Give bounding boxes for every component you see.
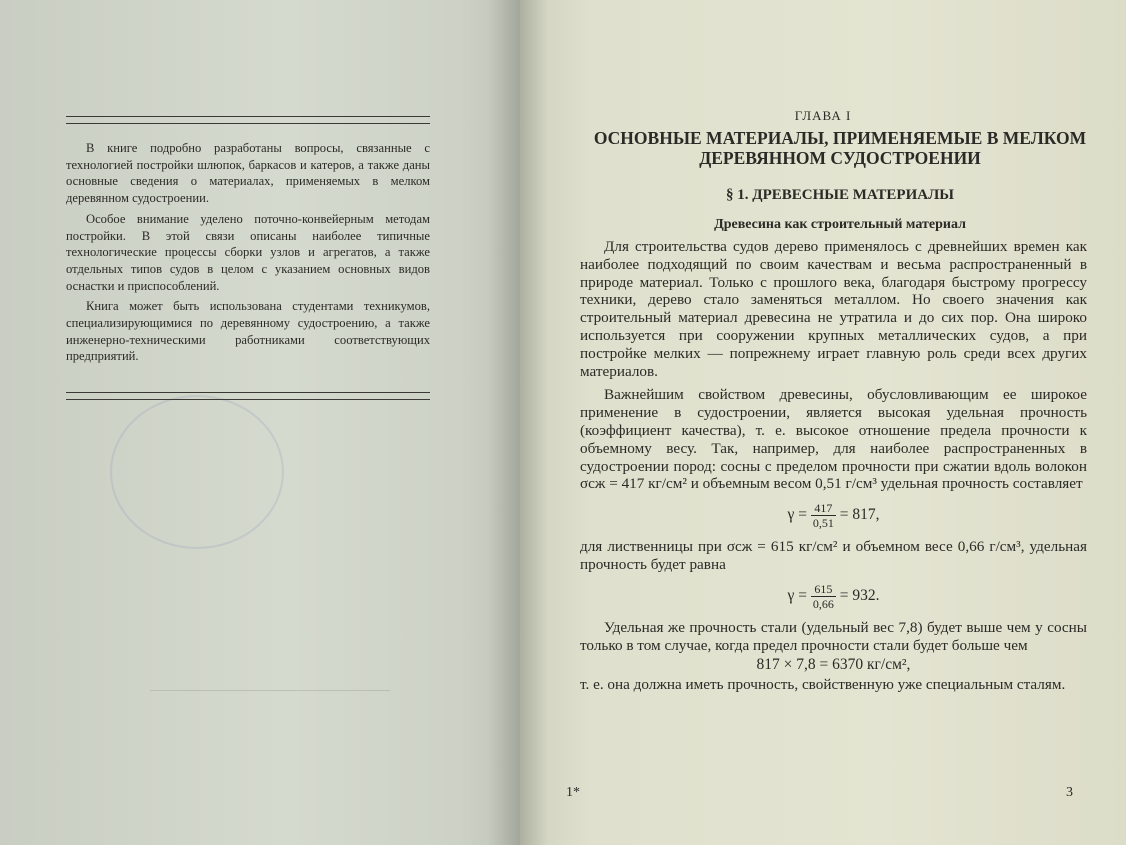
annotation-paragraph-2: Особое внимание уделено поточно-конвейерным методам постройки. В этой связи описаны наиболее типичные технологические процессы сборки узлов и агрегатов, а также отдельных типов судов в целом с указанием основных видов оснастки и приспособлений. <box>66 211 430 293</box>
equation-pine-rhs: = 817, <box>839 506 880 524</box>
equation-larch-lhs: γ = <box>787 586 807 604</box>
book-annotation <box>66 140 430 369</box>
body-paragraph-5: т. е. она должна иметь прочность, свойственную уже специальным сталям. <box>580 676 1066 694</box>
annotation-paragraph-3: Книга может быть использована студентами техникумов, специализирующимися по деревянному судостроению, а также инженерно-техническими работниками соответствующих предприятий. <box>66 299 430 364</box>
equation-larch-denominator: 0,66 <box>812 596 834 611</box>
body-text <box>580 238 1087 694</box>
equation-pine-fraction <box>811 501 836 530</box>
equation-steel: 817 × 7,8 = 6370 кг/см², <box>756 656 911 674</box>
faded-library-stamp <box>110 395 284 549</box>
annotation-bottom-rule <box>66 392 430 400</box>
body-paragraph-3: для лиственницы при σсж = 615 кг/см² и объемном весе 0,66 г/см³, удельная прочность будет равна <box>580 538 1087 573</box>
equation-larch-numerator: 615 <box>811 582 836 597</box>
equation-pine-lhs: γ = <box>787 506 807 524</box>
book-gutter <box>488 0 548 845</box>
subsection-title: Древесина как строительный материал <box>714 217 966 232</box>
equation-pine <box>580 501 1087 530</box>
body-paragraph-4: Удельная же прочность стали (удельный вес 7,8) будет выше чем у сосны только в том случае, когда предел прочности стали будет больше чем <box>580 618 1087 654</box>
faded-stamp-mark <box>150 690 390 761</box>
signature-mark: 1* <box>566 785 580 800</box>
body-paragraph-1: Для строительства судов дерево применялось с древнейших времен как наиболее подходящий по своим качествам и весьма распространенный в природе материал. Только с прошлого века, благодаря быстрому прогрессу техники, дерево стало заменяться металлом. Но своего значения как строительный материал древесина не утратила и до сих пор. Она широко используется при сооружении крупных металлических судов, а при постройке мелких — попрежнему играет главную роль среди всех других материалов. <box>580 238 1087 380</box>
equation-larch <box>580 582 1087 611</box>
equation-pine-denominator: 0,51 <box>812 516 834 531</box>
equation-larch-rhs: = 932. <box>839 586 880 604</box>
equation-pine-numerator: 417 <box>811 501 836 516</box>
annotation-paragraph-1: В книге подробно разработаны вопросы, связанные с технологией постройки шлюпок, баркасов и катеров, а также даны основные сведения о материалах, применяемых в мелком деревянном судостроении. <box>66 141 430 206</box>
annotation-top-rule <box>66 116 430 124</box>
equation-larch-fraction <box>811 582 836 611</box>
page-number: 3 <box>1066 785 1073 800</box>
section-title: § 1. ДРЕВЕСНЫЕ МАТЕРИАЛЫ <box>726 187 954 203</box>
body-paragraph-2: Важнейшим свойством древесины, обусловливающим ее широкое применение в судостроении, является высокая удельная прочность (коэффициент качества), т. е. высокое отношение предела прочности к объемному весу. Так, например, для наиболее распространенных в судостроении пород: сосны с пределом прочности при сжатии вдоль волокон σсж = 417 кг/см² и объемным весом 0,51 г/см³ удельная прочность составляет <box>580 386 1087 493</box>
chapter-title: ОСНОВНЫЕ МАТЕРИАЛЫ, ПРИМЕНЯЕМЫЕ В МЕЛКОМ ДЕРЕВЯННОМ СУДОСТРОЕНИИ <box>593 128 1087 168</box>
chapter-number: ГЛАВА I <box>794 108 852 123</box>
